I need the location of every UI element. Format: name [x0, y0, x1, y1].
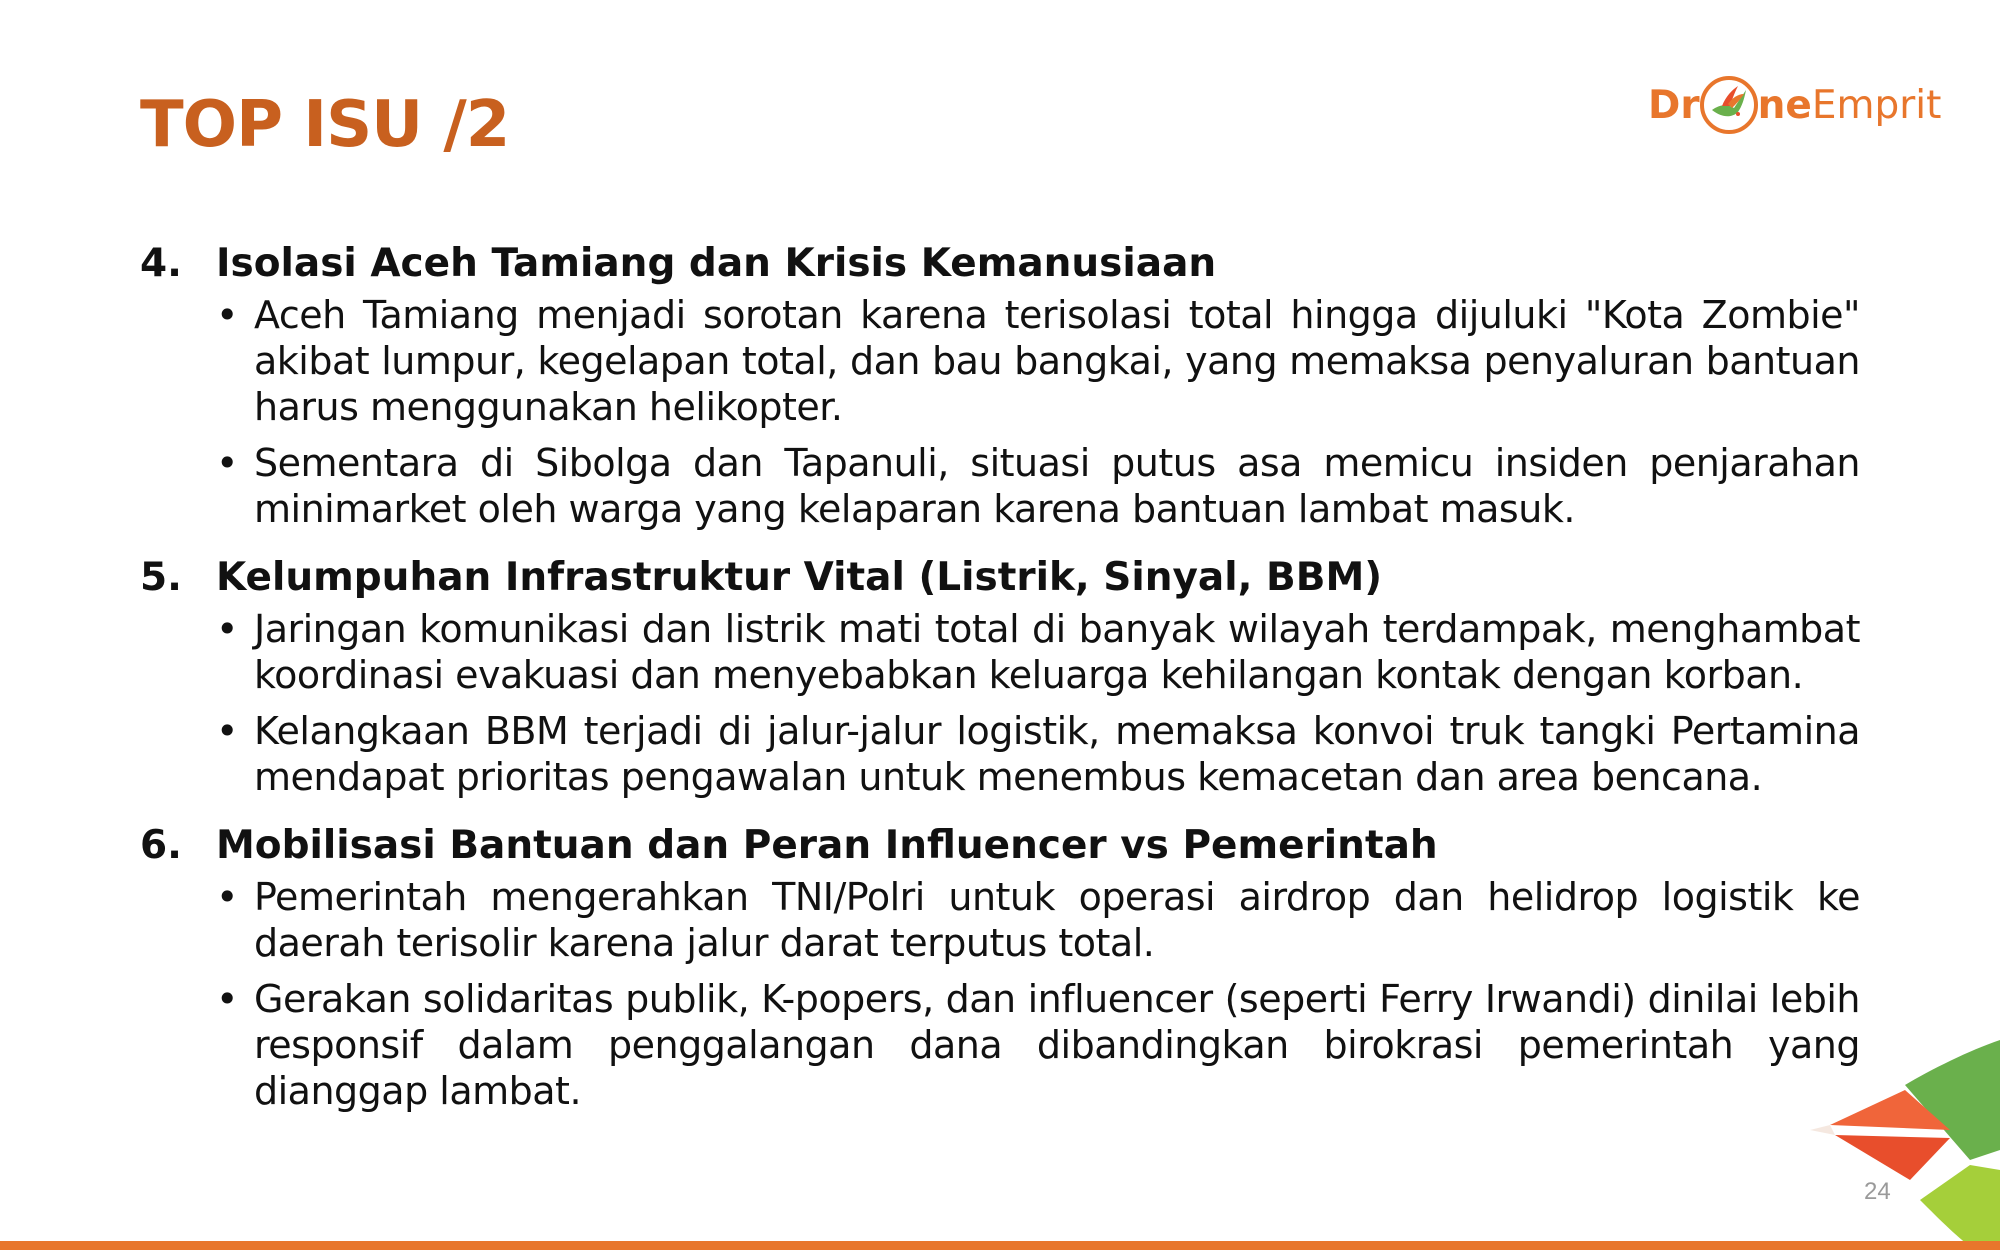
- issue-item: [140, 550, 1860, 800]
- issue-item: [140, 236, 1860, 532]
- issue-item: [140, 818, 1860, 1114]
- bullet-item: • Gerakan solidaritas publik, K-popers, dan influencer (seperti Ferry Irwandi) dinilai lebih responsif dalam penggalangan dana dibandingkan birokrasi pemerintah yang dianggap lambat.: [216, 976, 1860, 1114]
- bullet-item: • Kelangkaan BBM terjadi di jalur-jalur logistik, memaksa konvoi truk tangki Pertamina mendapat prioritas pengawalan untuk menembus kemacetan dan area bencana.: [216, 708, 1860, 800]
- bullet-item: • Jaringan komunikasi dan listrik mati total di banyak wilayah terdampak, menghambat koordinasi evakuasi dan menyebabkan keluarga kehilangan kontak dengan korban.: [216, 606, 1860, 698]
- logo-text-emprit: Emprit: [1811, 82, 1942, 128]
- bullet-list: [140, 874, 1860, 1114]
- issue-heading: [140, 818, 1860, 874]
- issue-number: 5.: [140, 555, 182, 600]
- corner-leaf-decoration: [1810, 1040, 2000, 1250]
- drone-emprit-logo: [1648, 70, 1941, 140]
- issue-heading-text: Kelumpuhan Infrastruktur Vital (Listrik, Sinyal, BBM): [216, 555, 1383, 600]
- bullet-item: • Pemerintah mengerahkan TNI/Polri untuk operasi airdrop dan helidrop logistik ke daerah terisolir karena jalur darat terputus total.: [216, 874, 1860, 966]
- bullet-item: • Sementara di Sibolga dan Tapanuli, situasi putus asa memicu insiden penjarahan minimarket oleh warga yang kelaparan karena bantuan lambat masuk.: [216, 440, 1860, 532]
- bottom-accent-bar: [0, 1241, 2000, 1250]
- issue-heading-text: Mobilisasi Bantuan dan Peran Influencer vs Pemerintah: [216, 823, 1438, 868]
- bullet-list: [140, 292, 1860, 532]
- issue-number: 4.: [140, 241, 182, 286]
- issue-heading-text: Isolasi Aceh Tamiang dan Krisis Kemanusiaan: [216, 241, 1217, 286]
- page-number: 24: [1864, 1178, 1891, 1205]
- logo-text-ne: ne: [1757, 82, 1812, 128]
- page-title: TOP ISU /2: [140, 88, 510, 162]
- issue-list: [140, 236, 1860, 1132]
- bullet-list: [140, 606, 1860, 800]
- issue-heading: [140, 550, 1860, 606]
- logo-text-dr: Dr: [1648, 82, 1700, 128]
- bullet-item: • Aceh Tamiang menjadi sorotan karena terisolasi total hingga dijuluki "Kota Zombie" akibat lumpur, kegelapan total, dan bau bangkai, yang memaksa penyaluran bantuan harus menggunakan helikopter.: [216, 292, 1860, 430]
- issue-number: 6.: [140, 823, 182, 868]
- issue-heading: [140, 236, 1860, 292]
- drone-bird-icon: [1698, 74, 1760, 136]
